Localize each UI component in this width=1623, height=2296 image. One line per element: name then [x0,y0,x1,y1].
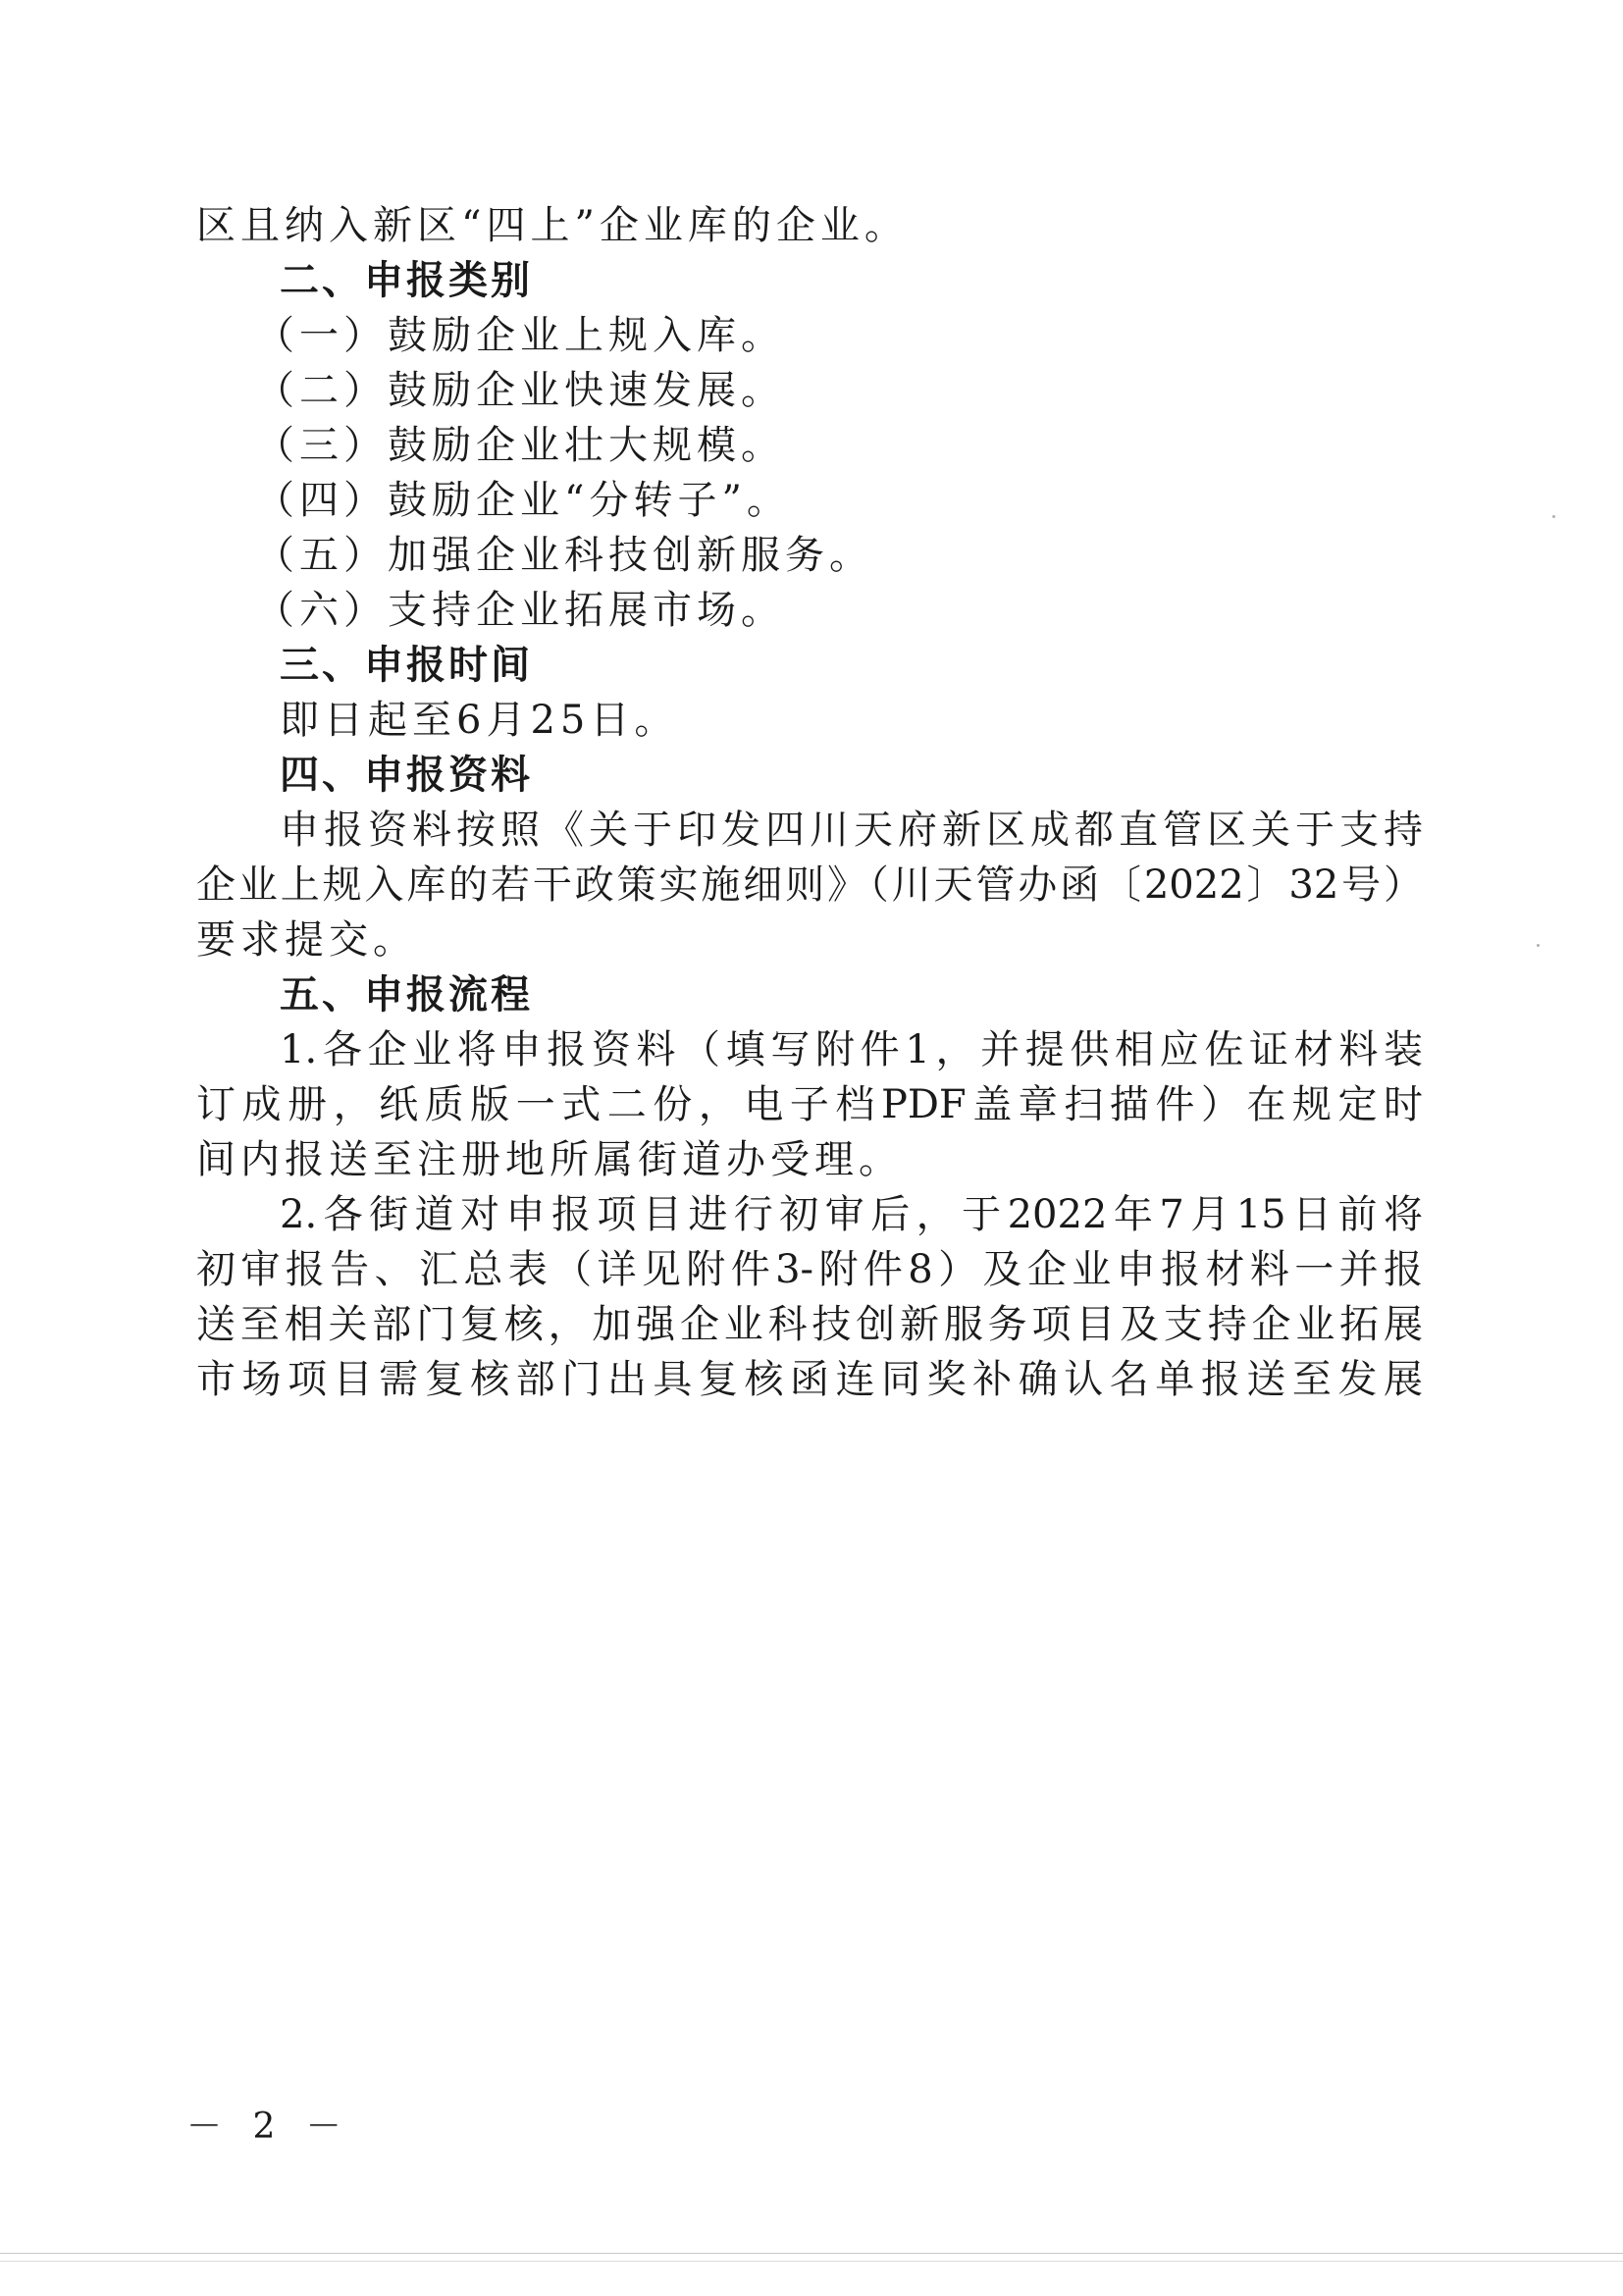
category-item: （四）鼓励企业“分转子”。 [255,478,791,523]
body-text-line: 要求提交。 [196,917,417,963]
body-text-line: 即日起至6月25日。 [280,698,679,743]
body-text-line: 2.各街道对申报项目进行初审后，于2022年7月15日前将 [280,1192,1423,1237]
body-text-line: 区且纳入新区“四上”企业库的企业。 [196,203,909,248]
category-item: （一）鼓励企业上规入库。 [255,313,785,358]
body-text-line: 订成册，纸质版一式二份，电子档PDF盖章扫描件）在规定时 [196,1082,1423,1127]
scan-edge-line [0,2253,1623,2254]
body-text-line: 间内报送至注册地所属街道办受理。 [196,1137,903,1182]
category-item: （二）鼓励企业快速发展。 [255,368,785,413]
scan-speck [1552,515,1555,518]
category-item: （六）支持企业拓展市场。 [255,588,785,633]
body-text-line: 申报资料按照《关于印发四川天府新区成都直管区关于支持 [280,808,1423,853]
scan-edge-line [0,2261,1623,2262]
page-number: － 2 － [186,2107,351,2147]
body-text-line: 企业上规入库的若干政策实施细则》（川天管办函〔2022〕32号） [196,862,1423,908]
category-item: （五）加强企业科技创新服务。 [255,533,873,578]
section-heading-process: 五、申报流程 [280,972,533,1018]
body-text-line: 初审报告、汇总表（详见附件3-附件8）及企业申报材料一并报 [196,1247,1423,1292]
section-heading-categories: 二、申报类别 [280,258,533,303]
body-text-line: 送至相关部门复核，加强企业科技创新服务项目及支持企业拓展 [196,1302,1423,1347]
scan-speck [1537,944,1540,947]
body-text-line: 1.各企业将申报资料（填写附件1，并提供相应佐证材料装 [280,1027,1423,1072]
section-heading-materials: 四、申报资料 [280,753,533,798]
body-text-line: 市场项目需复核部门出具复核函连同奖补确认名单报送至发展 [196,1357,1423,1402]
category-item: （三）鼓励企业壮大规模。 [255,423,785,468]
section-heading-time: 三、申报时间 [280,643,533,688]
